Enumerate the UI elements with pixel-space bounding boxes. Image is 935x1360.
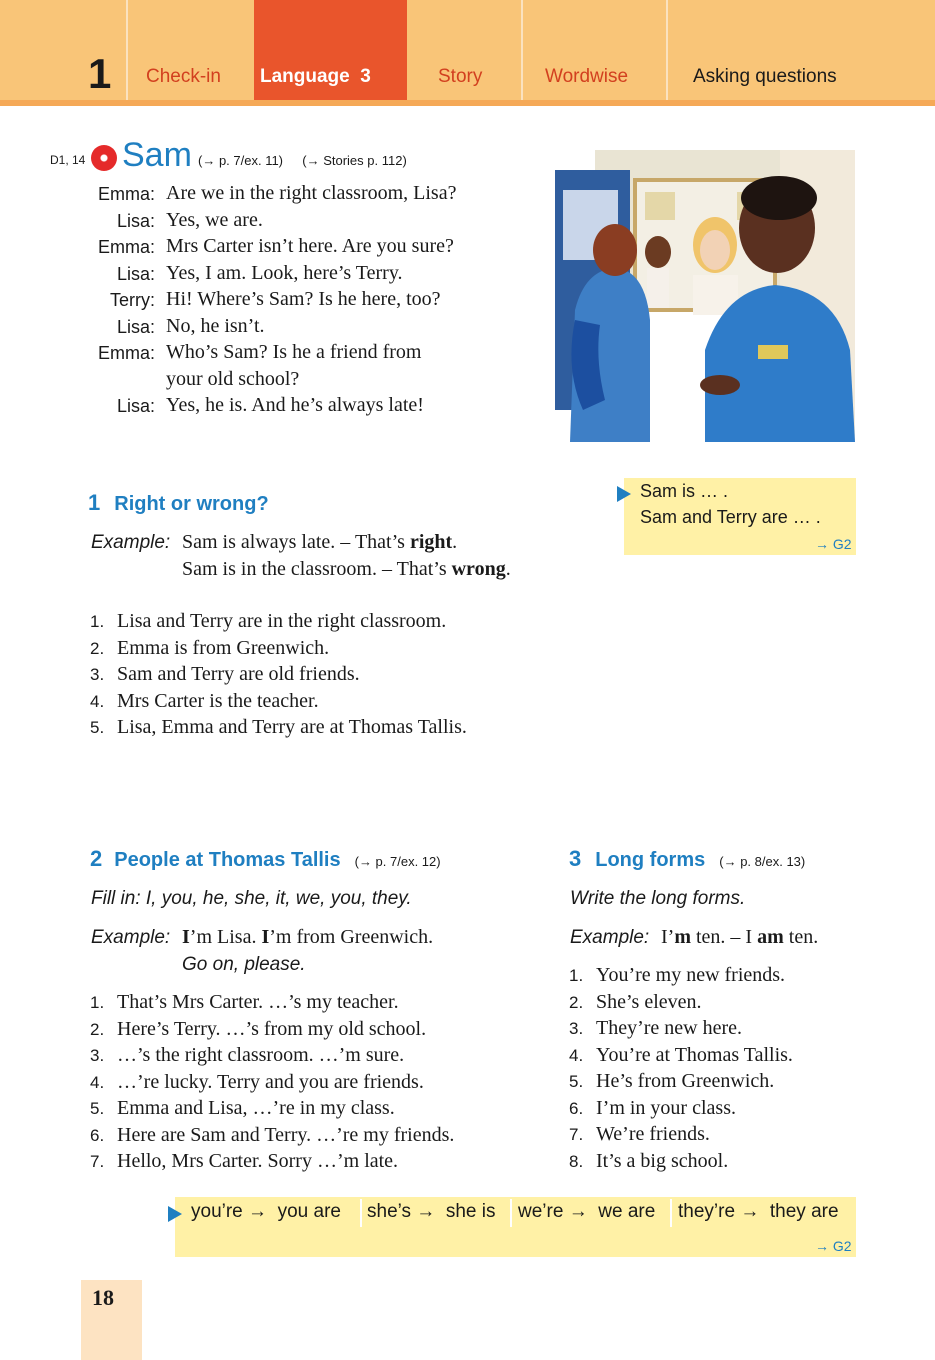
audio-cd-icon[interactable] <box>91 145 117 171</box>
tip-line-1: Sam is … . <box>640 481 729 501</box>
example-answer: am <box>757 926 784 948</box>
item-text: It’s a big school. <box>596 1149 729 1172</box>
item-text: I’m in your class. <box>596 1096 736 1119</box>
speaker: Emma: <box>97 343 155 363</box>
grammar-ref-link[interactable]: → G2 <box>815 536 852 552</box>
tab-wordwise[interactable] <box>521 0 666 100</box>
example-label: Example: <box>91 927 171 948</box>
tab-label: Asking questions <box>693 66 837 87</box>
line-text: Yes, we are. <box>166 208 263 231</box>
unit-number: 1 <box>88 50 112 97</box>
short-form: they’re <box>678 1201 736 1222</box>
divider <box>360 1199 362 1227</box>
example-line <box>661 926 818 949</box>
long-form-pair <box>367 1197 496 1231</box>
item-text: She’s eleven. <box>596 990 702 1013</box>
item-text: You’re at Thomas Tallis. <box>596 1043 793 1066</box>
speaker: Lisa: <box>116 316 155 337</box>
exercise-2-list <box>90 991 550 1181</box>
item-text: We’re friends. <box>596 1123 710 1145</box>
header-divider <box>0 100 935 106</box>
arrow-icon: → <box>568 1201 588 1222</box>
tab-asking-questions[interactable] <box>666 0 935 100</box>
exercise-title: Long forms <box>595 849 706 871</box>
short-form: we’re <box>518 1201 564 1222</box>
long-form: they are <box>769 1201 839 1222</box>
example-answer: I <box>182 926 190 948</box>
workbook-ref: (→ p. 7/ex. 12) <box>354 854 441 869</box>
exercise-instruction: Fill in: I, you, he, she, it, we, you, they. <box>91 888 412 909</box>
short-form: you’re <box>191 1201 243 1222</box>
item-text: He’s from Greenwich. <box>596 1070 775 1092</box>
speaker: Terry: <box>110 290 155 310</box>
divider <box>510 1199 512 1227</box>
line-text: Mrs Carter isn’t here. Are you sure? <box>166 235 454 257</box>
page-number: 18 <box>92 1285 114 1310</box>
arrow-icon: → <box>248 1201 268 1222</box>
example-text: . <box>452 531 458 553</box>
example-line-2 <box>182 558 511 581</box>
tab-check-in[interactable] <box>126 0 254 100</box>
item-number: 3. <box>90 1046 105 1065</box>
line-text: Who’s Sam? Is he a friend from <box>166 341 422 363</box>
item-number: 3. <box>90 665 105 684</box>
example-label: Example: <box>570 927 650 948</box>
item-text: Lisa and Terry are in the right classroom. <box>117 610 447 632</box>
exercise-1-list <box>90 610 570 750</box>
exercise-1-heading <box>88 490 269 516</box>
example-text: . <box>505 558 511 580</box>
item-number: 2. <box>90 638 105 658</box>
item-number: 4. <box>90 1072 105 1092</box>
example-answer: I <box>261 926 270 948</box>
exercise-number: 1 <box>88 490 101 515</box>
item-number: 4. <box>90 691 105 711</box>
item-number: 2. <box>90 1019 105 1039</box>
arrow-icon: → <box>740 1201 760 1222</box>
item-text: You’re my new friends. <box>596 964 786 986</box>
item-text: Here’s Terry. …’s from my old school. <box>117 1017 427 1040</box>
audio-track-ref: D1, 14 <box>50 153 86 167</box>
example-text: ten. <box>783 926 819 948</box>
stories-ref: (→ Stories p. 112) <box>302 153 407 168</box>
example-text: Sam is in the classroom. – That’s <box>182 558 452 580</box>
item-number: 4. <box>569 1045 584 1065</box>
grammar-ref-link[interactable]: → G2 <box>815 1238 852 1254</box>
line-text: No, he isn’t. <box>166 314 265 337</box>
divider <box>670 1199 672 1227</box>
arrow-icon: → <box>416 1201 436 1222</box>
exercise-3-list <box>569 964 869 1179</box>
item-number: 2. <box>569 992 584 1012</box>
line-text: Hi! Where’s Sam? Is he here, too? <box>166 288 441 310</box>
example-answer: wrong <box>451 558 506 580</box>
example-text: ’m Lisa. <box>189 926 262 948</box>
tab-label: Language 3 <box>260 66 371 87</box>
tip-arrow-icon <box>168 1206 182 1222</box>
workbook-ref: (→ p. 7/ex. 11) <box>198 153 284 168</box>
item-number: 5. <box>90 718 105 737</box>
item-number: 1. <box>90 612 105 631</box>
example-line-1 <box>182 926 433 949</box>
tab-label: Check-in <box>146 66 221 87</box>
speaker: Lisa: <box>116 396 155 416</box>
tab-label: Wordwise <box>545 66 629 87</box>
item-number: 8. <box>569 1151 584 1171</box>
item-number: 7. <box>569 1125 584 1144</box>
item-number: 1. <box>569 966 584 985</box>
item-number: 1. <box>90 993 105 1012</box>
item-number: 7. <box>90 1152 105 1171</box>
exercise-number: 3 <box>569 846 582 871</box>
long-form: we are <box>598 1201 656 1222</box>
item-text: Lisa, Emma and Terry are at Thomas Tallis. <box>117 716 467 738</box>
exercise-title: Right or wrong? <box>114 493 269 515</box>
exercise-3-heading <box>569 846 805 872</box>
item-text: Sam and Terry are old friends. <box>117 663 360 685</box>
item-text: That’s Mrs Carter. …’s my teacher. <box>117 991 399 1013</box>
workbook-ref: (→ p. 8/ex. 13) <box>719 854 806 869</box>
line-text: Yes, I am. Look, here’s Terry. <box>166 261 403 284</box>
item-number: 6. <box>569 1098 584 1118</box>
item-number: 5. <box>569 1072 584 1091</box>
dialogue <box>0 182 560 432</box>
tip-arrow-icon <box>617 486 631 502</box>
speaker: Lisa: <box>116 210 155 231</box>
exercise-number: 2 <box>90 846 103 871</box>
long-form-pair <box>518 1197 655 1231</box>
item-text: Here are Sam and Terry. …’re my friends. <box>117 1123 455 1146</box>
long-form-pair <box>678 1197 839 1231</box>
long-form: you are <box>277 1201 341 1222</box>
tab-story[interactable] <box>407 0 521 100</box>
line-text: Yes, he is. And he’s always late! <box>166 394 424 416</box>
item-text: Hello, Mrs Carter. Sorry …’m late. <box>117 1150 399 1172</box>
exercise-instruction: Write the long forms. <box>570 888 746 909</box>
item-text: Emma is from Greenwich. <box>117 636 330 659</box>
example-label: Example: <box>91 532 171 553</box>
tip-line-2: Sam and Terry are … . <box>640 507 821 527</box>
item-text: Emma and Lisa, …’re in my class. <box>117 1097 395 1119</box>
speaker: Emma: <box>97 237 155 257</box>
section-title-sam: Sam <box>122 136 192 174</box>
classroom-illustration <box>555 150 855 442</box>
example-line-2: Go on, please. <box>182 954 306 975</box>
item-text: They’re new here. <box>596 1017 743 1039</box>
short-form: she’s <box>367 1201 412 1222</box>
example-line-1 <box>182 531 457 554</box>
example-text: I’ <box>661 926 675 948</box>
speaker: Emma: <box>97 184 155 204</box>
item-text: …’s the right classroom. …’m sure. <box>117 1044 405 1066</box>
item-text: Mrs Carter is the teacher. <box>117 689 319 712</box>
long-form: she is <box>445 1201 496 1222</box>
example-text: ten. – I <box>691 926 758 948</box>
exercise-title: People at Thomas Tallis <box>114 849 341 871</box>
item-number: 6. <box>90 1125 105 1145</box>
example-answer: m <box>674 926 691 948</box>
long-form-pair <box>191 1197 341 1231</box>
example-text: ’m from Greenwich. <box>269 926 434 948</box>
tab-label: Story <box>438 66 483 87</box>
speaker: Lisa: <box>116 263 155 284</box>
item-number: 5. <box>90 1099 105 1118</box>
sam-references <box>198 153 407 168</box>
example-answer: right <box>409 531 453 553</box>
exercise-2-heading <box>90 846 441 872</box>
item-number: 3. <box>569 1019 584 1038</box>
example-text: Sam is always late. – That’s <box>182 531 410 553</box>
item-text: …’re lucky. Terry and you are friends. <box>117 1070 424 1093</box>
tab-language-3[interactable] <box>254 0 407 100</box>
line-text: Are we in the right classroom, Lisa? <box>166 182 457 204</box>
line-text: your old school? <box>166 367 300 390</box>
